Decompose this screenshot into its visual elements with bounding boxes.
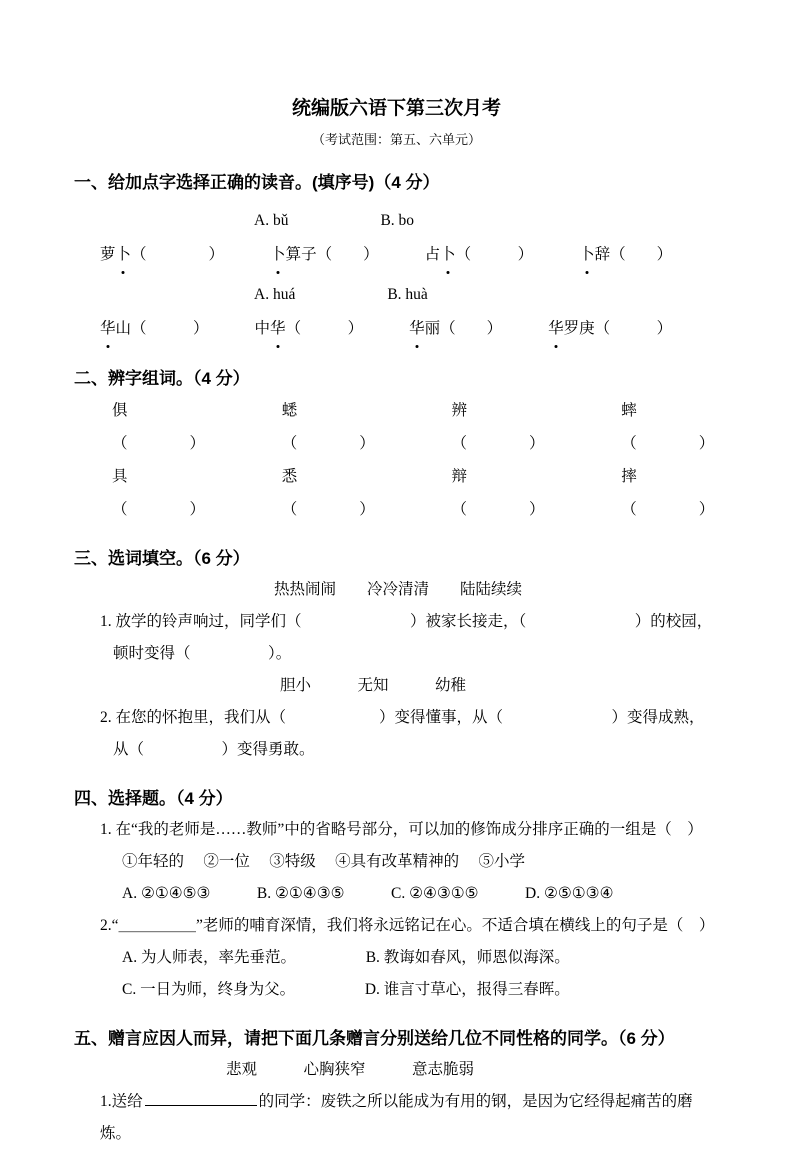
word-row-hua bbox=[74, 312, 719, 346]
question-5-1-prefix: 1.送给 bbox=[100, 1093, 143, 1110]
emphasized-char: 卜 bbox=[579, 238, 595, 272]
exam-scope: （考试范围：第五、六单元） bbox=[311, 132, 481, 147]
question-4-2-choices-ab: A. 为人师表，率先垂范。 B. 教诲如春风，师恩似海深。 bbox=[122, 949, 570, 966]
zuci-item: 辨（ ） bbox=[451, 402, 545, 452]
word-item: 卜辞（ ） bbox=[579, 238, 672, 272]
blank-line bbox=[145, 1090, 257, 1107]
zuci-item: 悉（ ） bbox=[281, 468, 375, 518]
zuci-item: 辩（ ） bbox=[451, 468, 545, 518]
zuci-item: 摔（ ） bbox=[621, 468, 715, 518]
word-bank-2: 胆小 无知 幼稚 bbox=[280, 677, 467, 694]
section-3-heading: 三、选词填空。（6 分） bbox=[74, 549, 250, 568]
emphasized-char: 华 bbox=[548, 312, 564, 346]
question-4-2-choices-cd: C. 一日为师，终身为父。 D. 谁言寸草心，报得三春晖。 bbox=[122, 981, 570, 998]
question-4-1-items: ①年轻的 ②一位 ③特级 ④具有改革精神的 ⑤小学 bbox=[122, 853, 526, 870]
word-bank-1: 热热闹闹 冷冷清清 陆陆续续 bbox=[274, 581, 523, 598]
question-4-1-choices: A. ②①④⑤③ B. ②①④③⑤ C. ②④③①⑤ D. ②⑤①③④ bbox=[122, 885, 614, 902]
question-3-2-line-1: 2. 在您的怀抱里，我们从（ ）变得懂事，从（ ）变得成熟， bbox=[100, 709, 705, 726]
pinyin-option-b: B. bo bbox=[380, 212, 415, 229]
pinyin-option-a: A. huá bbox=[254, 286, 296, 303]
pinyin-options-hua bbox=[74, 280, 719, 310]
question-3-2-line-2: 从（ ）变得勇敢。 bbox=[113, 741, 315, 758]
pinyin-option-b: B. huà bbox=[387, 286, 428, 303]
word-item: 华罗庚（ ） bbox=[548, 312, 672, 346]
emphasized-char: 卜 bbox=[116, 238, 132, 272]
zuci-row-2 bbox=[74, 460, 719, 526]
section-2-heading: 二、辨字组词。（4 分） bbox=[74, 369, 250, 388]
question-3-1-line-2: 顿时变得（ ）。 bbox=[113, 645, 292, 662]
word-item: 华山（ ） bbox=[100, 312, 209, 346]
question-5-1 bbox=[74, 1086, 719, 1150]
emphasized-char: 卜 bbox=[270, 238, 286, 272]
word-item: 萝卜（ ） bbox=[100, 238, 224, 272]
emphasized-char: 华 bbox=[270, 312, 286, 346]
question-5-1-suffix: 的同学：废铁之所以能成为有用的钢，是因为它经得起痛苦的磨炼。 bbox=[100, 1093, 693, 1142]
section-5-heading: 五、赠言应因人而异，请把下面几条赠言分别送给几位不同性格的同学。（6 分） bbox=[74, 1029, 675, 1048]
zuci-item: 蟀（ ） bbox=[621, 402, 715, 452]
word-item: 卜算子（ ） bbox=[270, 238, 379, 272]
pinyin-options-bu bbox=[74, 206, 719, 236]
question-4-2: 2.“＿＿＿＿＿”老师的哺育深情，我们将永远铭记在心。不适合填在横线上的句子是（ ） bbox=[100, 917, 715, 934]
word-item: 中华（ ） bbox=[255, 312, 364, 346]
zuci-item: 蟋（ ） bbox=[281, 402, 375, 452]
emphasized-char: 卜 bbox=[440, 238, 456, 272]
pinyin-option-a: A. bǔ bbox=[254, 212, 289, 229]
emphasized-char: 华 bbox=[100, 312, 116, 346]
zuci-row-1 bbox=[74, 394, 719, 460]
question-4-1: 1. 在“我的老师是……教师”中的省略号部分，可以加的修饰成分排序正确的一组是（ ） bbox=[100, 821, 703, 838]
section-1-heading: 一、给加点字选择正确的读音。(填序号)（4 分） bbox=[74, 173, 440, 192]
exam-title: 统编版六语下第三次月考 bbox=[291, 98, 501, 119]
word-row-bu bbox=[74, 238, 719, 272]
question-3-1-line-1: 1. 放学的铃声响过，同学们（ ）被家长接走，（ ）的校园， bbox=[100, 613, 713, 630]
word-item: 华丽（ ） bbox=[409, 312, 502, 346]
zuci-item: 俱（ ） bbox=[112, 402, 206, 452]
word-item: 占卜（ ） bbox=[425, 238, 534, 272]
section-4-heading: 四、选择题。（4 分） bbox=[74, 789, 233, 808]
word-bank-5: 悲观 心胸狭窄 意志脆弱 bbox=[226, 1061, 475, 1078]
zuci-item: 具（ ） bbox=[112, 468, 206, 518]
emphasized-char: 华 bbox=[409, 312, 425, 346]
